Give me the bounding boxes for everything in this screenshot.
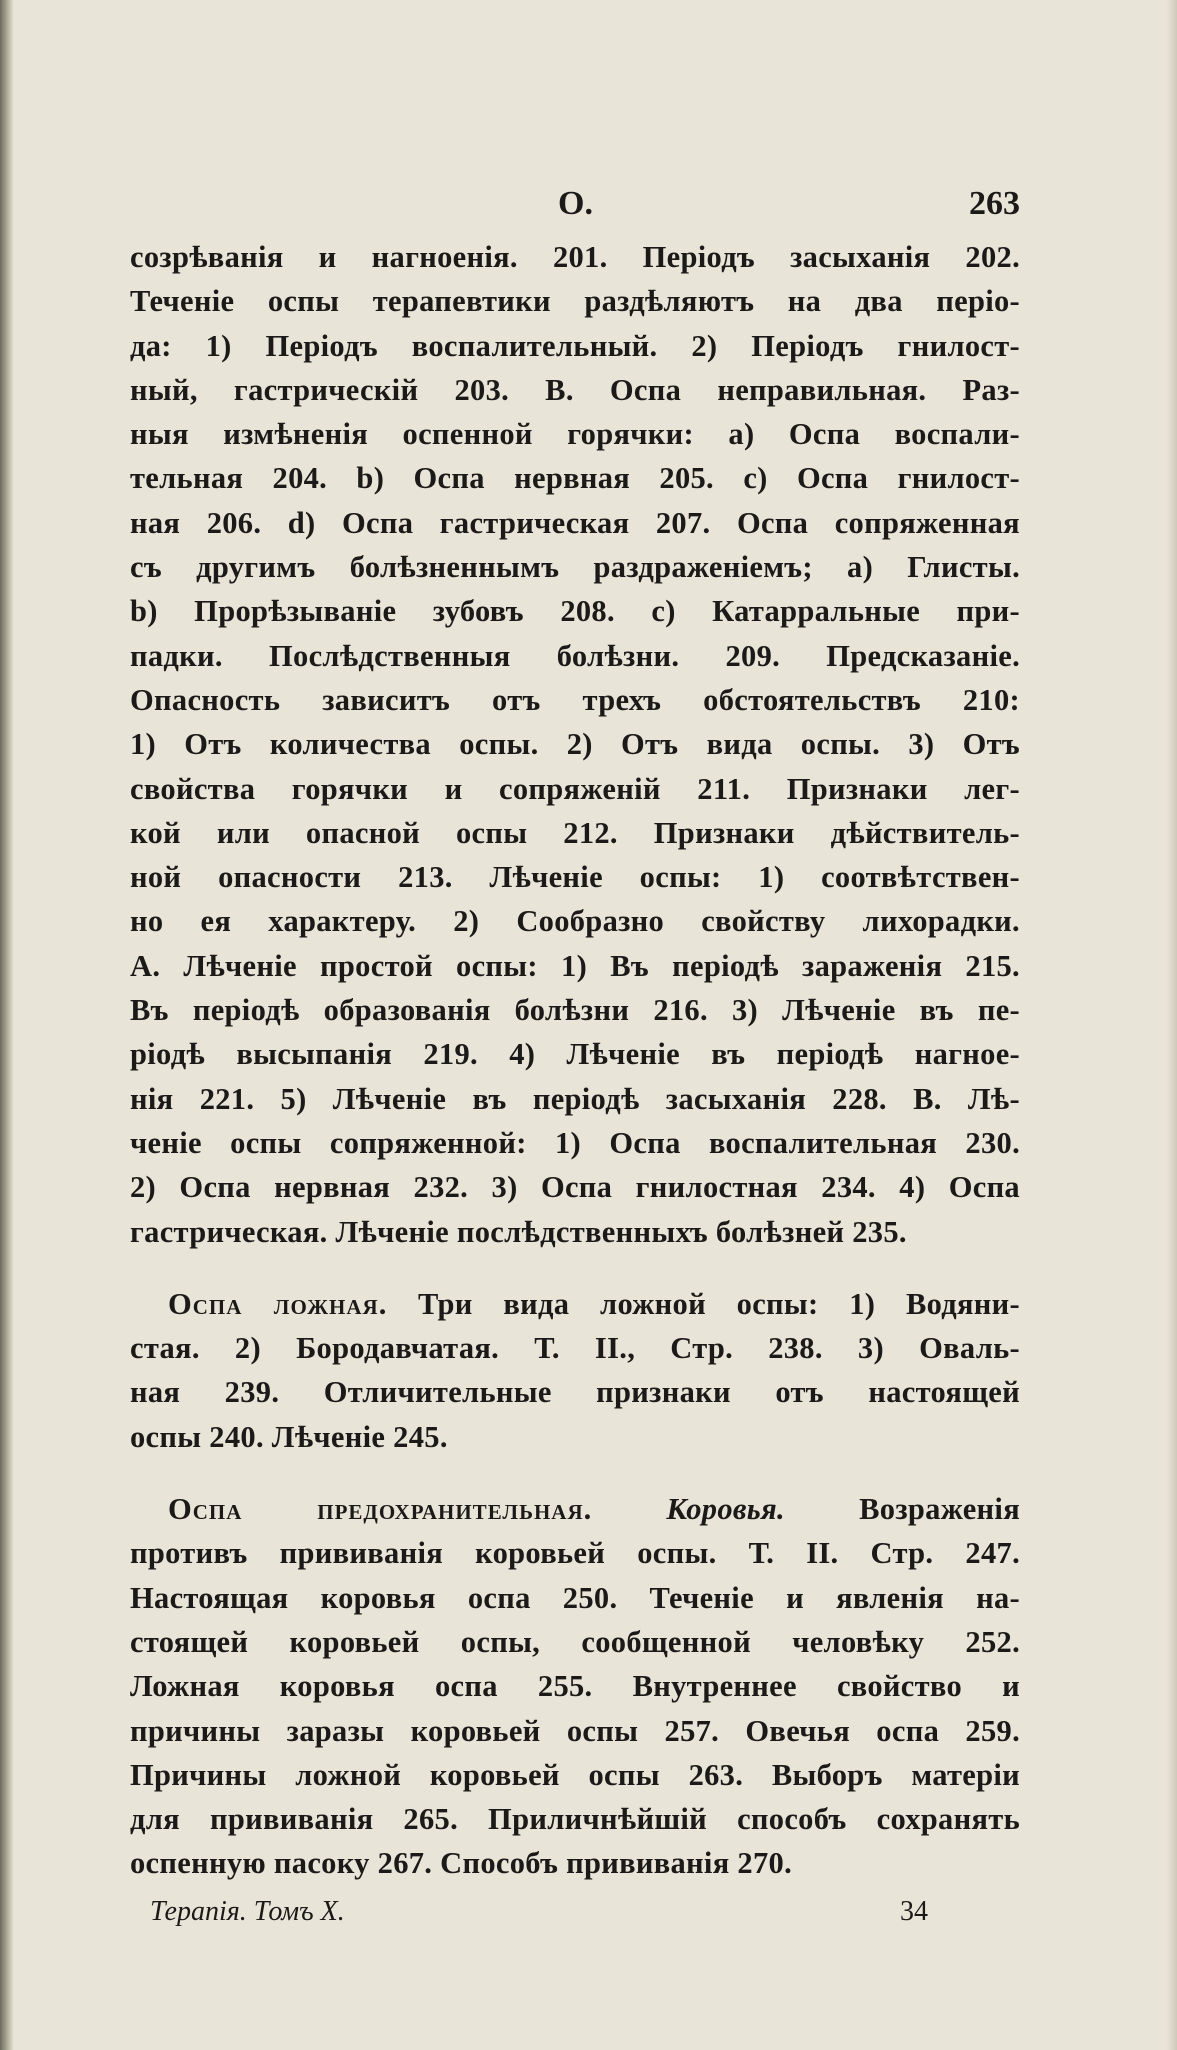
text-line: но ея характеру. 2) Сообразно свойству лихорадки.	[130, 904, 1020, 939]
page-number: 263	[969, 185, 1020, 222]
text-line: созрѣванія и нагноенія. 201. Періодъ засыханія 202.	[130, 240, 1020, 274]
text-line: ный, гастрическій 203. В. Оспа неправильная. Раз-	[130, 372, 1020, 407]
text-line: 2) Оспа нервная 232. 3) Оспа гнилостная 234. 4) Оспа	[130, 1170, 1020, 1205]
text-line: оспы 240. Лѣченіе 245.	[130, 1419, 448, 1454]
text-line: съ другимъ болѣзненнымъ раздраженіемъ; a) Глисты.	[130, 550, 1020, 585]
section-letter: О.	[558, 185, 593, 222]
text-line: кой или опасной оспы 212. Признаки дѣйствитель-	[130, 815, 1020, 850]
text-line: падки. Послѣдственныя болѣзни. 209. Предсказаніе.	[130, 638, 1020, 673]
text-line: гастрическая. Лѣченіе послѣдственныхъ болѣзней 235.	[130, 1214, 907, 1249]
signature-footer	[130, 1896, 1020, 1936]
text-line: да: 1) Періодъ воспалительный. 2) Періодъ гнилост-	[130, 328, 1020, 363]
signature-text: Терапія. Томъ X.	[150, 1895, 345, 1927]
text-line	[130, 1487, 1020, 1531]
text-line: стая. 2) Бородавчатая. Т. II., Стр. 238. 3) Оваль-	[130, 1331, 1020, 1366]
text-line: причины заразы коровьей оспы 257. Овечья оспа 259.	[130, 1713, 1020, 1748]
paragraph-3	[130, 1487, 1020, 1886]
text-line: противъ прививанія коровьей оспы. Т. II. Стр. 247.	[130, 1536, 1020, 1571]
page-edge	[1167, 0, 1177, 2050]
signature-mark: 34	[900, 1895, 928, 1927]
entry-heading: Оспа ложная.	[168, 1286, 388, 1321]
text-line: Причины ложной коровьей оспы 263. Выборъ матеріи	[130, 1757, 1020, 1792]
paragraph-2	[130, 1282, 1020, 1459]
text-line: Въ періодѣ образованія болѣзни 216. 3) Лѣченіе въ пе-	[130, 993, 1020, 1028]
text-line: стоящей коровьей оспы, сообщенной человѣку 252.	[130, 1624, 1020, 1659]
text-line: Ложная коровья оспа 255. Внутреннее свойство и	[130, 1669, 1020, 1704]
text-line: 1) Отъ количества оспы. 2) Отъ вида оспы. 3) Отъ	[130, 727, 1020, 762]
text-line: Теченіе оспы терапевтики раздѣляютъ на два періо-	[130, 284, 1020, 319]
text-line: ной опасности 213. Лѣченіе оспы: 1) соотвѣтствен-	[130, 860, 1020, 895]
text-line: оспенную пасоку 267. Способъ прививанія 270.	[130, 1846, 793, 1881]
text-line: ныя измѣненія оспенной горячки: a) Оспа воспали-	[130, 417, 1020, 452]
text-line: Настоящая коровья оспа 250. Теченіе и явленія на-	[130, 1580, 1020, 1615]
text-line: тельная 204. b) Оспа нервная 205. c) Оспа гнилост-	[130, 461, 1020, 496]
text-line	[130, 1282, 1020, 1326]
paragraph-1	[130, 235, 1020, 1254]
text-line: ная 206. d) Оспа гастрическая 207. Оспа сопряженная	[130, 505, 1020, 540]
entry-subheading: Коровья.	[592, 1492, 785, 1527]
body-text	[130, 235, 1020, 1886]
text-run: Возраженія	[784, 1492, 1020, 1527]
book-page	[130, 175, 1020, 1936]
running-head	[130, 175, 1020, 235]
book-gutter	[0, 0, 14, 2050]
text-line: для прививанія 265. Приличнѣйшій способъ сохранять	[130, 1802, 1020, 1837]
text-line: Опасность зависитъ отъ трехъ обстоятельствъ 210:	[130, 682, 1020, 717]
text-line: ріодѣ высыпанія 219. 4) Лѣченіе въ періодѣ нагное-	[130, 1037, 1020, 1072]
text-line: ная 239. Отличительные признаки отъ настоящей	[130, 1375, 1020, 1410]
text-line: b) Прорѣзываніе зубовъ 208. c) Катарральные при-	[130, 594, 1020, 629]
text-line: свойства горячки и сопряженій 211. Признаки лег-	[130, 771, 1020, 806]
text-run: Три вида ложной оспы: 1) Водяни-	[387, 1286, 1020, 1321]
text-line: А. Лѣченіе простой оспы: 1) Въ періодѣ зараженія 215.	[130, 948, 1020, 983]
text-line: ченіе оспы сопряженной: 1) Оспа воспалительная 230.	[130, 1125, 1020, 1160]
text-line: нія 221. 5) Лѣченіе въ періодѣ засыханія 228. В. Лѣ-	[130, 1081, 1020, 1116]
entry-heading: Оспа предохранительная.	[168, 1492, 593, 1527]
paragraph-gap	[130, 1459, 1020, 1487]
paragraph-gap	[130, 1254, 1020, 1282]
